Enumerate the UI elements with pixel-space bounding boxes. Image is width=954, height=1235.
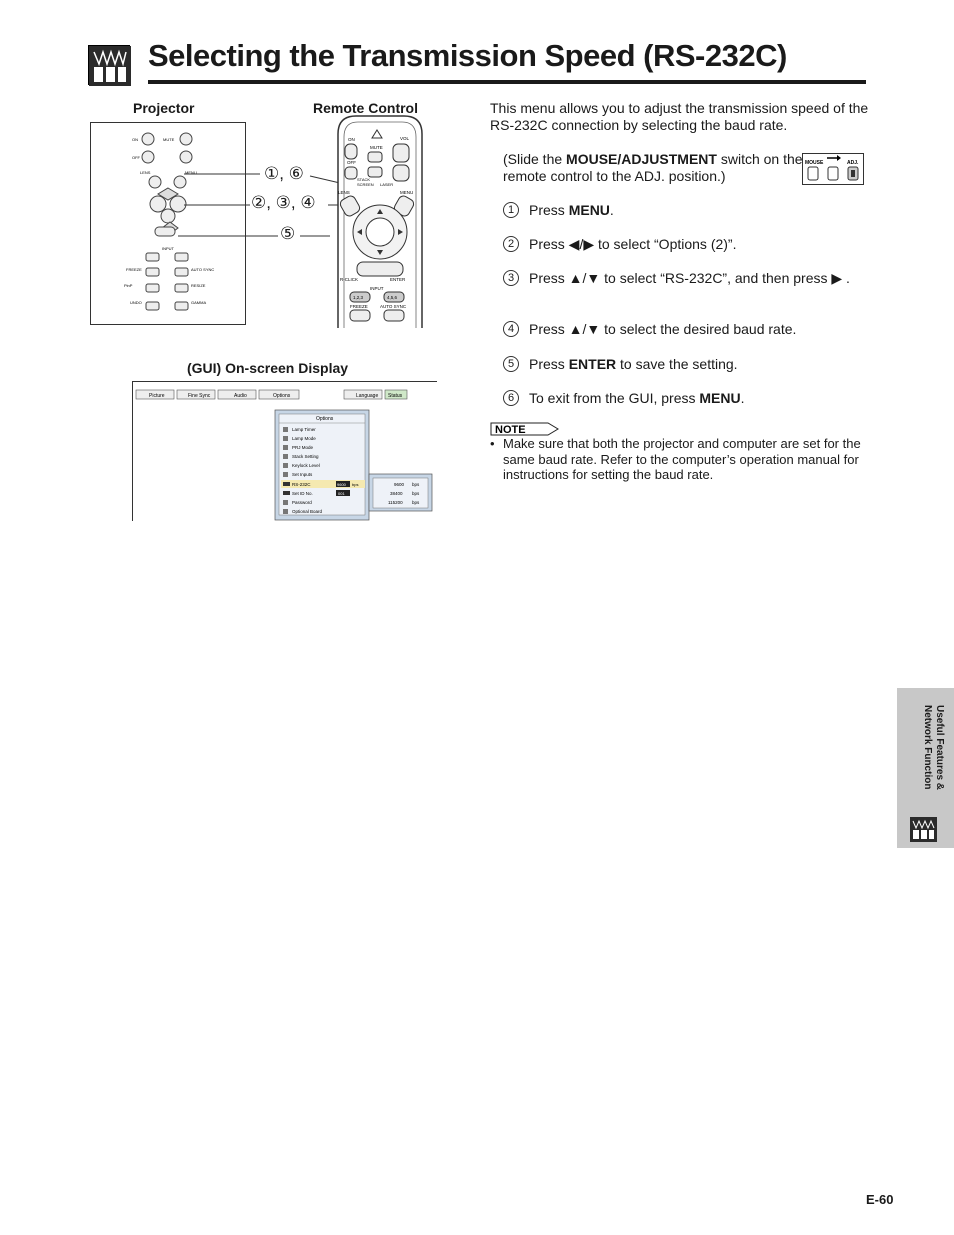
- gui-menu-title: Options: [316, 416, 334, 422]
- remote-rclick-text: R-CLICK: [340, 277, 359, 282]
- gui-item-password: Password: [292, 500, 312, 505]
- proj-freeze-text: FREEZE: [126, 267, 142, 272]
- gui-label: (GUI) On-screen Display: [187, 360, 349, 376]
- gui-baud-115200-unit: bps: [412, 500, 420, 505]
- callout-1-6: ①, ⑥: [264, 164, 304, 183]
- gui-id-value: 001: [338, 491, 345, 496]
- gui-onscreen-display: [132, 381, 437, 521]
- remote-label: Remote Control: [313, 100, 418, 116]
- proj-resize-text: RESIZE: [191, 283, 206, 288]
- proj-menu-text: MENU: [185, 170, 197, 175]
- remote-input-text: INPUT: [370, 286, 384, 291]
- title-rule: [148, 80, 866, 84]
- gui-item-lampmode: Lamp Mode: [292, 436, 316, 441]
- switch-adj-text: ADJ.: [847, 160, 859, 166]
- slide-instruction: (Slide the MOUSE/ADJUSTMENT switch on the remote control to the ADJ. position.): [503, 151, 803, 184]
- proj-on-text: ON: [132, 137, 138, 142]
- intro-text: This menu allows you to adjust the transmission speed of the RS-232C connection by selecting the baud rate.: [490, 100, 869, 133]
- remote-mute-text: MUTE: [370, 145, 383, 150]
- remote-laser-text: LASER: [380, 182, 394, 187]
- remote-123-text: 1,2,3: [353, 295, 364, 300]
- remote-menu-text: MENU: [400, 190, 414, 195]
- note-tag: [490, 422, 560, 436]
- gui-tab-options: Options: [273, 393, 291, 399]
- proj-lens-text: LENS: [140, 170, 151, 175]
- remote-vol-text: VOL: [400, 136, 410, 141]
- gui-item-keylock: Keylock Level: [292, 463, 320, 468]
- remote-freeze-text: FREEZE: [350, 304, 368, 309]
- gui-baud-38400: 38400: [390, 491, 403, 496]
- gui-tab-language: Language: [356, 393, 379, 399]
- gui-tab-finesync: Fine Sync: [188, 393, 211, 399]
- remote-456-text: 4,5,6: [387, 295, 398, 300]
- gui-item-stacksetting: Stack Setting: [292, 454, 319, 459]
- proj-input-text: INPUT: [162, 246, 174, 251]
- gui-baud-115200: 115200: [388, 500, 403, 505]
- proj-mute-text: MUTE: [163, 137, 175, 142]
- gui-item-optionalboard: Optional Board: [292, 509, 323, 514]
- side-tab-text: Useful Features & Network Function: [922, 705, 945, 791]
- proj-autosync-text: AUTO SYNC: [191, 267, 215, 272]
- callout-5: ⑤: [280, 224, 296, 243]
- gui-item-setinputs: Set Inputs: [292, 472, 313, 477]
- switch-mouse-text: MOUSE: [805, 160, 824, 166]
- remote-on-text: ON: [348, 137, 355, 142]
- section-icon: [88, 45, 130, 85]
- remote-stack-text: STACK: [357, 177, 371, 182]
- gui-rs232c-unit: bps: [352, 482, 359, 487]
- gui-item-prjmode: PRJ Mode: [292, 445, 314, 450]
- gui-baud-38400-unit: bps: [412, 491, 420, 496]
- note-tag-text: NOTE: [495, 424, 526, 436]
- proj-undo-text: UNDO: [130, 300, 142, 305]
- gui-tab-status: Status: [388, 393, 403, 399]
- gui-tab-audio: Audio: [234, 393, 247, 399]
- proj-pinp-text: PinP: [124, 283, 133, 288]
- projector-label: Projector: [133, 100, 195, 116]
- remote-control-diagram: [330, 112, 430, 328]
- proj-off-text: OFF: [132, 155, 140, 160]
- remote-autosync-text: AUTO SYNC: [380, 304, 407, 309]
- remote-screen-text: SCREEN: [357, 182, 374, 187]
- page-title: Selecting the Transmission Speed (RS-232C): [148, 38, 787, 73]
- gui-item-lamptimer: Lamp Timer: [292, 427, 316, 432]
- side-tab-section-icon: [910, 817, 937, 842]
- callout-2-3-4: ②, ③, ④: [251, 193, 316, 212]
- remote-lens-text: LENS: [338, 190, 350, 195]
- remote-enter-text: ENTER: [390, 277, 406, 282]
- gui-item-rs232c: RS-232C: [292, 482, 311, 487]
- page-number: E-60: [866, 1192, 894, 1207]
- proj-gamma-text: GAMMA: [191, 300, 207, 305]
- gui-item-setid: Set ID No.: [292, 491, 313, 496]
- gui-rs232c-value: 9600: [337, 482, 346, 487]
- gui-tab-picture: Picture: [149, 393, 165, 399]
- gui-baud-9600: 9600: [394, 482, 405, 487]
- gui-baud-9600-unit: bps: [412, 482, 420, 487]
- mouse-adj-switch-illustration: [802, 153, 864, 185]
- remote-off-text: OFF: [347, 160, 356, 165]
